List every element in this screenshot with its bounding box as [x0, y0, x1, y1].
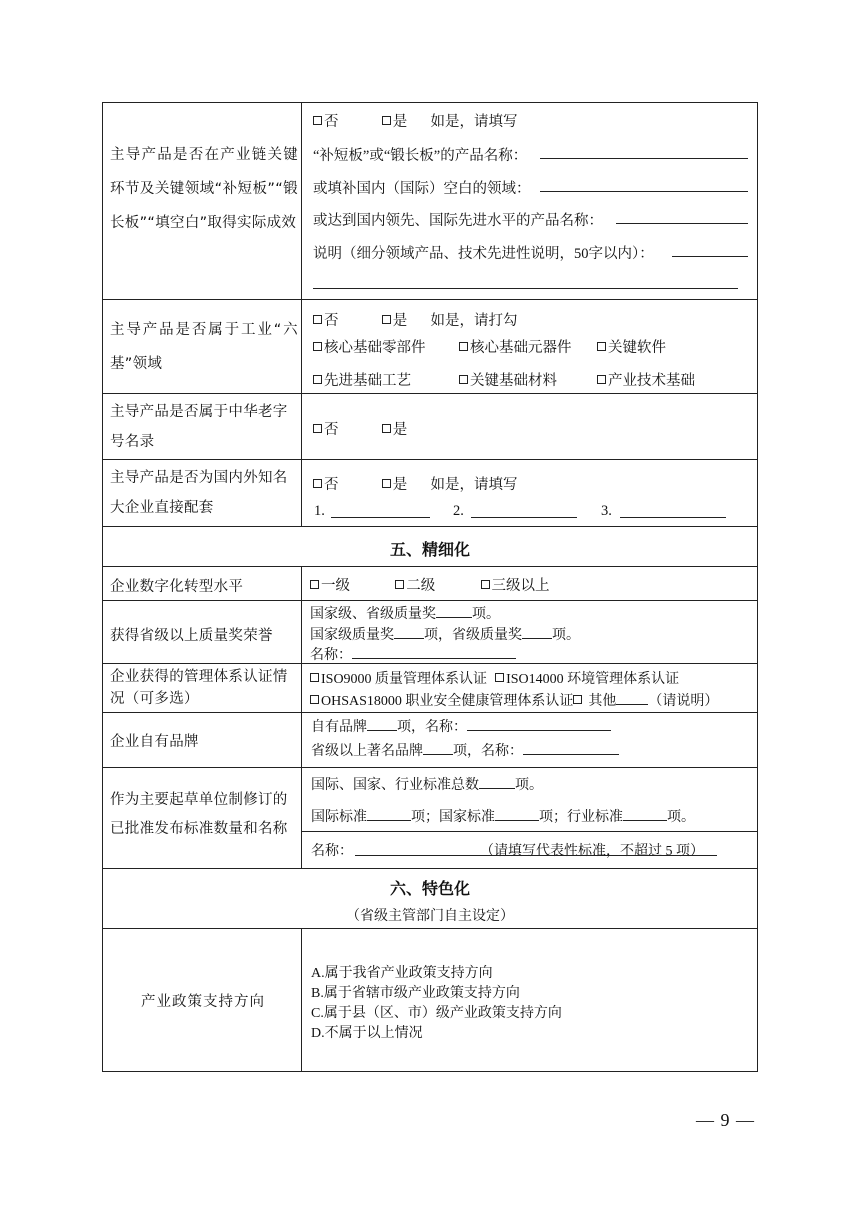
standard-blank[interactable] — [479, 776, 515, 789]
mgmt-option-label: （请说明） — [648, 694, 719, 709]
checkbox-icon[interactable] — [310, 673, 319, 682]
standard-blank[interactable] — [495, 808, 539, 821]
liuji-item — [313, 336, 426, 357]
checkbox-icon[interactable] — [481, 580, 490, 589]
checkbox-icon[interactable] — [313, 424, 322, 433]
mgmt-line1 — [310, 668, 679, 688]
checkbox-icon[interactable] — [573, 695, 582, 704]
table-divider — [102, 868, 758, 869]
checkbox-icon[interactable] — [495, 673, 504, 682]
option-no-label: 否 — [324, 114, 339, 130]
mgmt-option-label: ISO9000 质量管理体系认证 — [321, 672, 488, 687]
chain-line1-blank[interactable] — [540, 158, 748, 159]
quality-blank[interactable] — [352, 646, 516, 659]
laozihao-options — [313, 418, 407, 439]
standard-line1 — [311, 774, 543, 794]
liuji-item-label: 先进基础工艺 — [324, 373, 411, 389]
table-divider — [102, 712, 758, 713]
standard-inner-divider — [302, 831, 758, 832]
liuji-options — [313, 309, 518, 330]
option-yes-label: 是 — [392, 114, 408, 130]
section-subtitle: （省级主管部门自主设定） — [346, 909, 514, 924]
chain-line3-blank[interactable] — [616, 223, 748, 224]
policy-option[interactable]: B.属于省辖市级产业政策支持方向 — [311, 986, 520, 1001]
liuji-item-label: 关键基础材料 — [470, 373, 557, 389]
digital-option-label: 三级以上 — [491, 578, 550, 594]
mgmt-option-label: 其他 — [588, 694, 617, 709]
brand-blank[interactable] — [423, 742, 453, 755]
brand-text: 省级以上著名品牌 — [311, 744, 423, 759]
checkbox-icon[interactable] — [382, 116, 391, 125]
brand-blank[interactable] — [523, 742, 619, 755]
table-divider — [102, 928, 758, 929]
brand-line2 — [311, 740, 619, 760]
chain-line4-blank[interactable] — [672, 256, 748, 257]
standard-line3-label: 名称： — [311, 844, 353, 859]
liuji-item — [597, 369, 695, 390]
checkbox-icon[interactable] — [310, 580, 319, 589]
checkbox-icon[interactable] — [597, 375, 606, 384]
row-label-laozihao: 主导产品是否属于中华老字号名录 — [110, 404, 288, 450]
table-divider — [102, 299, 758, 300]
table-divider — [102, 767, 758, 768]
digital-option-label: 二级 — [406, 578, 436, 594]
liuji-item-label: 关键软件 — [608, 340, 666, 356]
peitao-number: 2. — [453, 503, 464, 519]
chain-line2-label: 或填补国内（国际）空白的领域： — [313, 181, 531, 197]
row-label-liuji: 主导产品是否属于工业“六基”领域 — [110, 322, 298, 372]
chain-line5-blank[interactable] — [313, 288, 738, 289]
option-no-label: 否 — [324, 477, 339, 493]
brand-text: 项，名称： — [397, 720, 467, 735]
checkbox-icon[interactable] — [313, 479, 322, 488]
chain-line1-label: “补短板”或“锻长板”的产品名称： — [313, 148, 528, 164]
mgmt-line2 — [310, 690, 718, 710]
quality-text: 国家级、省级质量奖 — [310, 607, 436, 622]
chain-line3-label: 或达到国内领先、国际先进水平的产品名称： — [313, 213, 603, 229]
quality-blank[interactable] — [394, 626, 424, 639]
checkbox-icon[interactable] — [382, 479, 391, 488]
option-no-label: 否 — [324, 422, 339, 438]
mgmt-option-label: ISO14000 环境管理体系认证 — [506, 672, 680, 687]
option-yes-label: 是 — [392, 422, 408, 438]
hint-text: 如是，请填写 — [430, 477, 518, 493]
quality-line2 — [310, 624, 580, 644]
table-divider — [102, 566, 758, 567]
row-label-peitao: 主导产品是否为国内外知名大企业直接配套 — [110, 470, 288, 516]
row-label-digital: 企业数字化转型水平 — [110, 579, 244, 595]
checkbox-icon[interactable] — [382, 424, 391, 433]
table-divider — [102, 459, 758, 460]
checkbox-icon[interactable] — [313, 342, 322, 351]
standard-text: 国际、国家、行业标准总数 — [311, 778, 479, 793]
standard-text: 项。 — [667, 810, 695, 825]
digital-options — [310, 574, 550, 595]
brand-text: 自有品牌 — [311, 720, 367, 735]
quality-blank[interactable] — [436, 605, 472, 618]
hint-text: 如是，请打勾 — [430, 313, 518, 329]
checkbox-icon[interactable] — [382, 315, 391, 324]
quality-text: 项，省级质量奖 — [424, 628, 522, 643]
checkbox-icon[interactable] — [395, 580, 404, 589]
quality-text: 项。 — [552, 628, 580, 643]
standard-line2 — [311, 806, 695, 826]
checkbox-icon[interactable] — [313, 116, 322, 125]
checkbox-icon[interactable] — [313, 315, 322, 324]
standard-text: 项；行业标准 — [539, 810, 623, 825]
peitao-number: 3. — [601, 503, 612, 519]
peitao-options — [313, 473, 518, 494]
peitao-blank-3[interactable] — [620, 517, 726, 518]
table-divider — [102, 600, 758, 601]
liuji-item — [597, 336, 666, 357]
option-yes-label: 是 — [392, 313, 408, 329]
policy-option[interactable]: A.属于我省产业政策支持方向 — [311, 966, 493, 981]
standard-blank[interactable] — [367, 808, 411, 821]
chain-line4-label: 说明（细分领域产品、技术先进性说明，50字以内）： — [313, 246, 654, 262]
checkbox-icon[interactable] — [459, 342, 468, 351]
section-title-specialization: 六、特色化 — [389, 879, 470, 898]
checkbox-icon[interactable] — [597, 342, 606, 351]
quality-blank[interactable] — [522, 626, 552, 639]
standard-blank[interactable] — [623, 808, 667, 821]
peitao-blank-2[interactable] — [471, 517, 577, 518]
option-no-label: 否 — [324, 313, 339, 329]
checkbox-icon[interactable] — [310, 695, 319, 704]
row-label-standard: 作为主要起草单位制修订的已批准发布标准数量和名称 — [110, 792, 288, 837]
page-number: — 9 — — [696, 1110, 755, 1130]
liuji-item — [459, 336, 572, 357]
policy-option[interactable]: D.不属于以上情况 — [311, 1026, 423, 1041]
policy-option[interactable]: C.属于县（区、市）级产业政策支持方向 — [311, 1006, 562, 1021]
row-label-chain: 主导产品是否在产业链关键环节及关键领域“补短板”“锻长板”“填空白”取得实际成效 — [110, 147, 298, 231]
liuji-item-label: 核心基础元器件 — [470, 340, 572, 356]
liuji-item-label: 产业技术基础 — [608, 373, 695, 389]
brand-text: 项，名称： — [453, 744, 523, 759]
section-title-refinement: 五、精细化 — [389, 540, 470, 559]
hint-text: 如是，请填写 — [430, 114, 518, 130]
option-yes-label: 是 — [392, 477, 408, 493]
column-divider — [301, 102, 302, 526]
liuji-item-label: 核心基础零部件 — [324, 340, 426, 356]
column-divider — [301, 566, 302, 868]
column-divider — [301, 928, 302, 1072]
digital-option-label: 一级 — [321, 578, 350, 594]
mgmt-option-label: OHSAS18000 职业安全健康管理体系认证 — [321, 694, 574, 709]
brand-line1 — [311, 716, 611, 736]
standard-text: 国际标准 — [311, 810, 367, 825]
quality-text: 项。 — [472, 607, 500, 622]
chain-options — [313, 110, 518, 131]
quality-text: 名称： — [310, 648, 352, 663]
row-label-mgmt: 企业获得的管理体系认证情况（可多选） — [110, 669, 288, 707]
table-divider — [102, 393, 758, 394]
checkbox-icon[interactable] — [459, 375, 468, 384]
table-divider — [102, 526, 758, 527]
checkbox-icon[interactable] — [313, 375, 322, 384]
liuji-item — [459, 369, 557, 390]
brand-blank[interactable] — [367, 718, 397, 731]
quality-line1 — [310, 603, 500, 623]
mgmt-other-blank[interactable] — [616, 692, 648, 705]
liuji-item — [313, 369, 411, 390]
chain-line2-blank[interactable] — [540, 191, 748, 192]
brand-blank[interactable] — [467, 718, 611, 731]
row-label-policy: 产业政策支持方向 — [141, 994, 265, 1010]
standard-line3-hint: （请填写代表性标准，不超过 5 项） — [480, 844, 704, 859]
standard-text: 项；国家标准 — [411, 810, 495, 825]
peitao-blank-1[interactable] — [331, 517, 430, 518]
standard-text: 项。 — [515, 778, 543, 793]
standard-name-blank[interactable] — [355, 855, 717, 856]
peitao-number: 1. — [314, 503, 325, 519]
quality-text: 国家级质量奖 — [310, 628, 394, 643]
row-label-brand: 企业自有品牌 — [110, 734, 199, 750]
row-label-quality: 获得省级以上质量奖荣誉 — [110, 628, 273, 644]
quality-line3 — [310, 644, 516, 664]
